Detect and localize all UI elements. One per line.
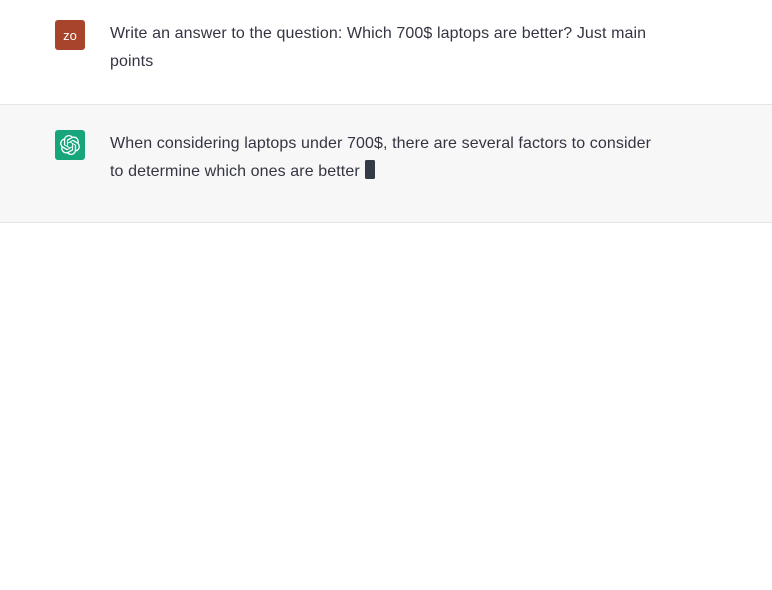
assistant-avatar [55, 130, 85, 160]
user-message-row [0, 0, 772, 104]
assistant-message-text [110, 130, 651, 186]
user-message-text [110, 20, 646, 76]
streaming-cursor [365, 160, 375, 179]
assistant-message-line-1: When considering laptops under 700$, there are several factors to consider [110, 135, 652, 152]
chat-thread [0, 0, 772, 223]
user-message-line-1: Write an answer to the question: Which 700$ laptops are better? Just main [110, 25, 647, 42]
assistant-message-line-2: to determine which ones are better [110, 158, 651, 186]
user-avatar [55, 20, 85, 50]
user-avatar-initials: zo [63, 27, 77, 43]
openai-logo-icon [60, 135, 80, 155]
assistant-message-row [0, 104, 772, 223]
user-message-line-2: points [110, 53, 154, 70]
